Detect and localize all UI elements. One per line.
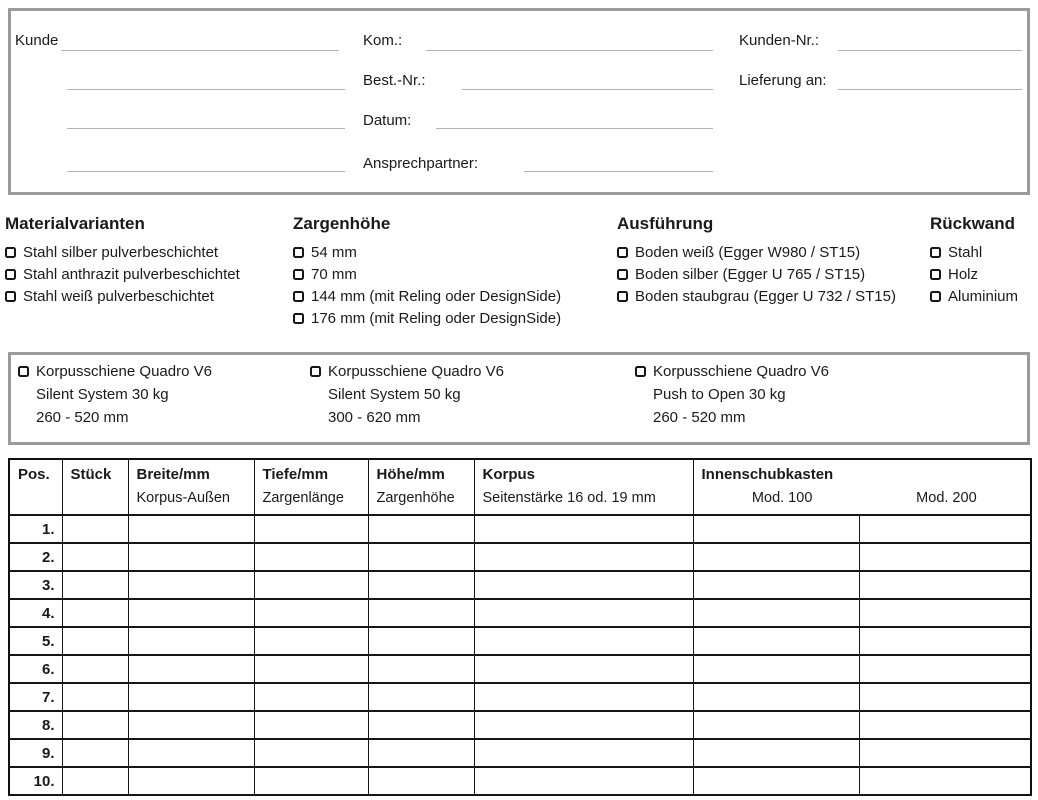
pos-cell: 6. xyxy=(9,655,62,683)
kom-label: Kom.: xyxy=(363,32,403,49)
cell-korpus[interactable] xyxy=(474,543,693,571)
cell-breite[interactable] xyxy=(128,627,254,655)
rueckwand-group xyxy=(930,215,1018,307)
kunde-line-3[interactable] xyxy=(67,128,345,129)
kunde-line-4[interactable] xyxy=(67,171,345,172)
cell-hoehe[interactable] xyxy=(368,627,474,655)
cell-hoehe[interactable] xyxy=(368,599,474,627)
pos-cell: 3. xyxy=(9,571,62,599)
korpusschiene-option-pushtoopen[interactable] xyxy=(635,360,829,429)
pos-cell: 8. xyxy=(9,711,62,739)
option-54mm[interactable] xyxy=(293,241,561,263)
order-table-body xyxy=(9,515,1031,795)
table-row xyxy=(9,543,1031,571)
cell-tiefe[interactable] xyxy=(254,599,368,627)
datum-label: Datum: xyxy=(363,112,412,129)
cell-stueck[interactable] xyxy=(62,627,128,655)
cell-stueck[interactable] xyxy=(62,683,128,711)
cell-korpus[interactable] xyxy=(474,711,693,739)
cell-korpus[interactable] xyxy=(474,683,693,711)
cell-mod200[interactable] xyxy=(859,767,1031,795)
best-nr-field-line[interactable] xyxy=(462,89,713,90)
kunde-line-1[interactable] xyxy=(61,50,339,51)
cell-tiefe[interactable] xyxy=(254,683,368,711)
checkbox-icon[interactable] xyxy=(930,291,941,302)
option-rueckwand-holz[interactable] xyxy=(930,263,1018,285)
cell-korpus[interactable] xyxy=(474,515,693,543)
cell-mod100[interactable] xyxy=(693,767,859,795)
option-label: 70 mm xyxy=(311,265,357,283)
cell-tiefe[interactable] xyxy=(254,767,368,795)
cell-stueck[interactable] xyxy=(62,571,128,599)
pos-cell: 1. xyxy=(9,515,62,543)
cell-breite[interactable] xyxy=(128,599,254,627)
pos-cell: 5. xyxy=(9,627,62,655)
cell-hoehe[interactable] xyxy=(368,711,474,739)
customer-header-box xyxy=(8,8,1030,195)
cell-hoehe[interactable] xyxy=(368,515,474,543)
rueckwand-title: Rückwand xyxy=(930,214,1016,233)
cell-stueck[interactable] xyxy=(62,767,128,795)
cell-hoehe[interactable] xyxy=(368,767,474,795)
cell-korpus[interactable] xyxy=(474,767,693,795)
col-header-korpus: Korpus Seitenstärke 16 od. 19 mm xyxy=(474,459,693,515)
cell-korpus[interactable] xyxy=(474,627,693,655)
ausfuehrung-group xyxy=(617,215,896,307)
cell-mod200[interactable] xyxy=(859,739,1031,767)
cell-hoehe[interactable] xyxy=(368,655,474,683)
kunden-nr-field-line[interactable] xyxy=(838,50,1022,51)
cell-mod100[interactable] xyxy=(693,543,859,571)
cell-breite[interactable] xyxy=(128,571,254,599)
col-header-hoehe: Höhe/mm Zargenhöhe xyxy=(368,459,474,515)
option-176mm[interactable] xyxy=(293,307,561,329)
ansprechpartner-field-line[interactable] xyxy=(524,171,713,172)
col-header-pos: Pos. xyxy=(9,459,62,515)
materialvarianten-group xyxy=(5,215,240,307)
col-header-breite: Breite/mm Korpus-Außen xyxy=(128,459,254,515)
cell-korpus[interactable] xyxy=(474,599,693,627)
cell-mod200[interactable] xyxy=(859,599,1031,627)
korpusschiene-system: Silent System 50 kg xyxy=(328,386,461,403)
col-header-mod200: Mod. 200 xyxy=(916,490,977,506)
cell-mod100[interactable] xyxy=(693,599,859,627)
option-144mm[interactable] xyxy=(293,285,561,307)
cell-mod200[interactable] xyxy=(859,655,1031,683)
cell-breite[interactable] xyxy=(128,711,254,739)
cell-stueck[interactable] xyxy=(62,655,128,683)
kunden-nr-label: Kunden-Nr.: xyxy=(739,32,820,49)
pos-cell: 4. xyxy=(9,599,62,627)
cell-mod100[interactable] xyxy=(693,655,859,683)
checkbox-icon[interactable] xyxy=(5,247,16,258)
checkbox-icon[interactable] xyxy=(930,269,941,280)
cell-breite[interactable] xyxy=(128,683,254,711)
option-label: Holz xyxy=(948,265,979,283)
kunde-label: Kunde xyxy=(15,32,59,49)
cell-mod100[interactable] xyxy=(693,571,859,599)
cell-stueck[interactable] xyxy=(62,515,128,543)
cell-mod200[interactable] xyxy=(859,571,1031,599)
korpusschiene-option-silent50[interactable] xyxy=(310,360,504,429)
cell-tiefe[interactable] xyxy=(254,543,368,571)
korpusschiene-system: Push to Open 30 kg xyxy=(653,386,786,403)
checkbox-icon[interactable] xyxy=(18,366,29,377)
cell-breite[interactable] xyxy=(128,543,254,571)
table-row xyxy=(9,739,1031,767)
checkbox-icon[interactable] xyxy=(293,313,304,324)
option-label: Stahl silber pulverbeschichtet xyxy=(23,243,219,261)
cell-mod100[interactable] xyxy=(693,711,859,739)
checkbox-icon[interactable] xyxy=(5,291,16,302)
cell-korpus[interactable] xyxy=(474,655,693,683)
option-stahl-silber[interactable] xyxy=(5,241,240,263)
option-boden-staubgrau[interactable] xyxy=(617,285,896,307)
kunde-line-2[interactable] xyxy=(67,89,345,90)
zargenhoehe-group xyxy=(293,215,561,329)
korpusschiene-range: 260 - 520 mm xyxy=(36,409,129,426)
cell-hoehe[interactable] xyxy=(368,683,474,711)
checkbox-icon[interactable] xyxy=(310,366,321,377)
materialvarianten-title: Materialvarianten xyxy=(5,214,145,233)
table-header-row xyxy=(9,459,1031,515)
cell-korpus[interactable] xyxy=(474,739,693,767)
checkbox-icon[interactable] xyxy=(617,291,628,302)
lieferung-an-label: Lieferung an: xyxy=(739,72,827,89)
cell-mod200[interactable] xyxy=(859,683,1031,711)
checkbox-icon[interactable] xyxy=(617,269,628,280)
option-rueckwand-stahl[interactable] xyxy=(930,241,1018,263)
checkbox-icon[interactable] xyxy=(293,291,304,302)
datum-field-line[interactable] xyxy=(436,128,713,129)
lieferung-an-field-line[interactable] xyxy=(838,89,1022,90)
cell-tiefe[interactable] xyxy=(254,571,368,599)
table-row xyxy=(9,515,1031,543)
kom-field-line[interactable] xyxy=(426,50,713,51)
order-table xyxy=(8,458,1032,796)
option-label: Aluminium xyxy=(948,287,1019,305)
cell-tiefe[interactable] xyxy=(254,739,368,767)
checkbox-icon[interactable] xyxy=(617,247,628,258)
pos-cell: 2. xyxy=(9,543,62,571)
checkbox-icon[interactable] xyxy=(293,269,304,280)
cell-mod100[interactable] xyxy=(693,739,859,767)
cell-breite[interactable] xyxy=(128,739,254,767)
cell-breite[interactable] xyxy=(128,655,254,683)
cell-stueck[interactable] xyxy=(62,739,128,767)
table-row xyxy=(9,627,1031,655)
cell-mod100[interactable] xyxy=(693,515,859,543)
cell-mod200[interactable] xyxy=(859,543,1031,571)
korpusschiene-option-silent30[interactable] xyxy=(18,360,212,429)
option-label: Boden staubgrau (Egger U 732 / ST15) xyxy=(635,287,896,305)
table-row xyxy=(9,571,1031,599)
cell-tiefe[interactable] xyxy=(254,711,368,739)
col-header-innenschubkasten: Innenschubkasten Mod. 100 Mod. 200 xyxy=(693,459,1031,515)
checkbox-icon[interactable] xyxy=(5,269,16,280)
ansprechpartner-label: Ansprechpartner: xyxy=(363,155,479,172)
cell-stueck[interactable] xyxy=(62,711,128,739)
option-boden-weiss[interactable] xyxy=(617,241,896,263)
option-label: 144 mm (mit Reling oder DesignSide) xyxy=(311,287,562,305)
option-70mm[interactable] xyxy=(293,263,561,285)
cell-stueck[interactable] xyxy=(62,599,128,627)
ausfuehrung-title: Ausführung xyxy=(617,214,714,233)
pos-cell: 9. xyxy=(9,739,62,767)
cell-hoehe[interactable] xyxy=(368,739,474,767)
option-label: Stahl weiß pulverbeschichtet xyxy=(23,287,214,305)
table-row xyxy=(9,711,1031,739)
korpusschiene-box xyxy=(8,352,1030,445)
table-row xyxy=(9,683,1031,711)
option-boden-silber[interactable] xyxy=(617,263,896,285)
option-label: Boden weiß (Egger W980 / ST15) xyxy=(635,243,861,261)
table-row xyxy=(9,599,1031,627)
cell-mod100[interactable] xyxy=(693,627,859,655)
cell-mod100[interactable] xyxy=(693,683,859,711)
cell-breite[interactable] xyxy=(128,515,254,543)
option-rueckwand-aluminium[interactable] xyxy=(930,285,1018,307)
cell-mod200[interactable] xyxy=(859,515,1031,543)
cell-hoehe[interactable] xyxy=(368,543,474,571)
pos-cell: 7. xyxy=(9,683,62,711)
option-label: 176 mm (mit Reling oder DesignSide) xyxy=(311,309,562,327)
best-nr-label: Best.-Nr.: xyxy=(363,72,426,89)
zargenhoehe-title: Zargenhöhe xyxy=(293,214,391,233)
cell-korpus[interactable] xyxy=(474,571,693,599)
table-row xyxy=(9,655,1031,683)
korpusschiene-title: Korpusschiene Quadro V6 xyxy=(36,363,212,380)
korpusschiene-range: 260 - 520 mm xyxy=(653,409,746,426)
checkbox-icon[interactable] xyxy=(635,366,646,377)
korpusschiene-title: Korpusschiene Quadro V6 xyxy=(653,363,829,380)
col-header-mod100: Mod. 100 xyxy=(751,490,813,506)
cell-mod200[interactable] xyxy=(859,711,1031,739)
checkbox-icon[interactable] xyxy=(293,247,304,258)
table-row xyxy=(9,767,1031,795)
cell-tiefe[interactable] xyxy=(254,515,368,543)
korpusschiene-title: Korpusschiene Quadro V6 xyxy=(328,363,504,380)
col-header-tiefe: Tiefe/mm Zargenlänge xyxy=(254,459,368,515)
cell-stueck[interactable] xyxy=(62,543,128,571)
option-label: Stahl xyxy=(948,243,983,261)
checkbox-icon[interactable] xyxy=(930,247,941,258)
option-label: Stahl anthrazit pulverbeschichtet xyxy=(23,265,240,283)
cell-tiefe[interactable] xyxy=(254,627,368,655)
korpusschiene-system: Silent System 30 kg xyxy=(36,386,169,403)
cell-hoehe[interactable] xyxy=(368,571,474,599)
option-label: 54 mm xyxy=(311,243,357,261)
option-stahl-anthrazit[interactable] xyxy=(5,263,240,285)
option-stahl-weiss[interactable] xyxy=(5,285,240,307)
cell-mod200[interactable] xyxy=(859,627,1031,655)
option-label: Boden silber (Egger U 765 / ST15) xyxy=(635,265,866,283)
pos-cell: 10. xyxy=(9,767,62,795)
cell-tiefe[interactable] xyxy=(254,655,368,683)
col-header-stueck: Stück xyxy=(62,459,128,515)
korpusschiene-range: 300 - 620 mm xyxy=(328,409,421,426)
cell-breite[interactable] xyxy=(128,767,254,795)
